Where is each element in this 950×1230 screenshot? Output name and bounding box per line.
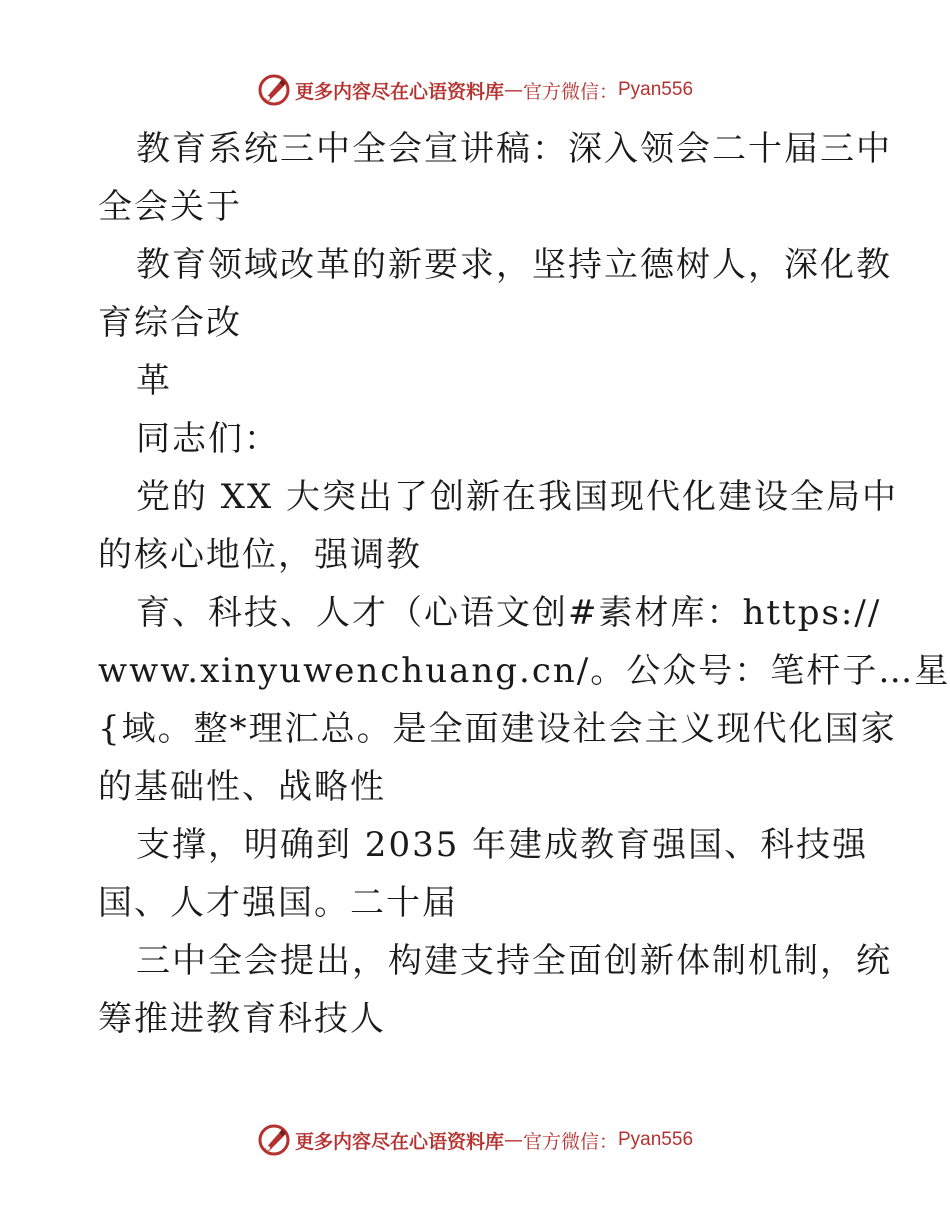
paragraph-line: 的核心地位，强调教 xyxy=(98,535,422,575)
footer-watermark-banner xyxy=(0,1120,950,1160)
paragraph-line: 支撑，明确到 2035 年建成教育强国、科技强 xyxy=(136,825,869,865)
title-line-2: 全会关于 xyxy=(98,187,242,227)
pen-logo-icon xyxy=(257,73,291,107)
paragraph-line: www.xinyuwenchuang.cn/。公众号：笔杆子…星 xyxy=(98,651,950,691)
paragraph-line: {域。整*理汇总。是全面建设社会主义现代化国家 xyxy=(98,709,897,749)
title-line-1: 教育系统三中全会宣讲稿：深入领会二十届三中 xyxy=(136,129,892,169)
title-line-3: 教育领域改革的新要求，坚持立德树人，深化教 xyxy=(136,245,892,285)
title-line-4: 育综合改 xyxy=(98,303,242,343)
paragraph-line: 的基础性、战略性 xyxy=(98,767,386,807)
banner-text: 更多内容尽在心语资料库 xyxy=(294,1130,504,1153)
document-body xyxy=(98,120,950,1048)
banner-text: 更多内容尽在心语资料库 xyxy=(294,80,504,103)
paragraph-line: 三中全会提出，构建支持全面创新体制机制，统 xyxy=(136,941,892,981)
banner-dash: — xyxy=(503,79,523,101)
title-line-5: 革 xyxy=(136,361,172,401)
paragraph-line: 育、科技、人才（心语文创#素材库：https:// xyxy=(136,593,882,633)
banner-wechat-id: Pyan556 xyxy=(618,79,694,100)
paragraph-line: 筹推进教育科技人 xyxy=(98,999,386,1039)
paragraph-line: 党的 XX 大突出了创新在我国现代化建设全局中 xyxy=(136,477,899,517)
pen-logo-icon xyxy=(257,1123,291,1157)
banner-dash: — xyxy=(503,1129,523,1151)
banner-wechat-label: 官方微信： xyxy=(522,1130,618,1153)
banner-wechat-id: Pyan556 xyxy=(618,1129,694,1150)
salutation: 同志们： xyxy=(136,419,280,459)
header-watermark-banner xyxy=(0,70,950,110)
banner-wechat-label: 官方微信： xyxy=(522,80,618,103)
paragraph-line: 国、人才强国。二十届 xyxy=(98,883,458,923)
